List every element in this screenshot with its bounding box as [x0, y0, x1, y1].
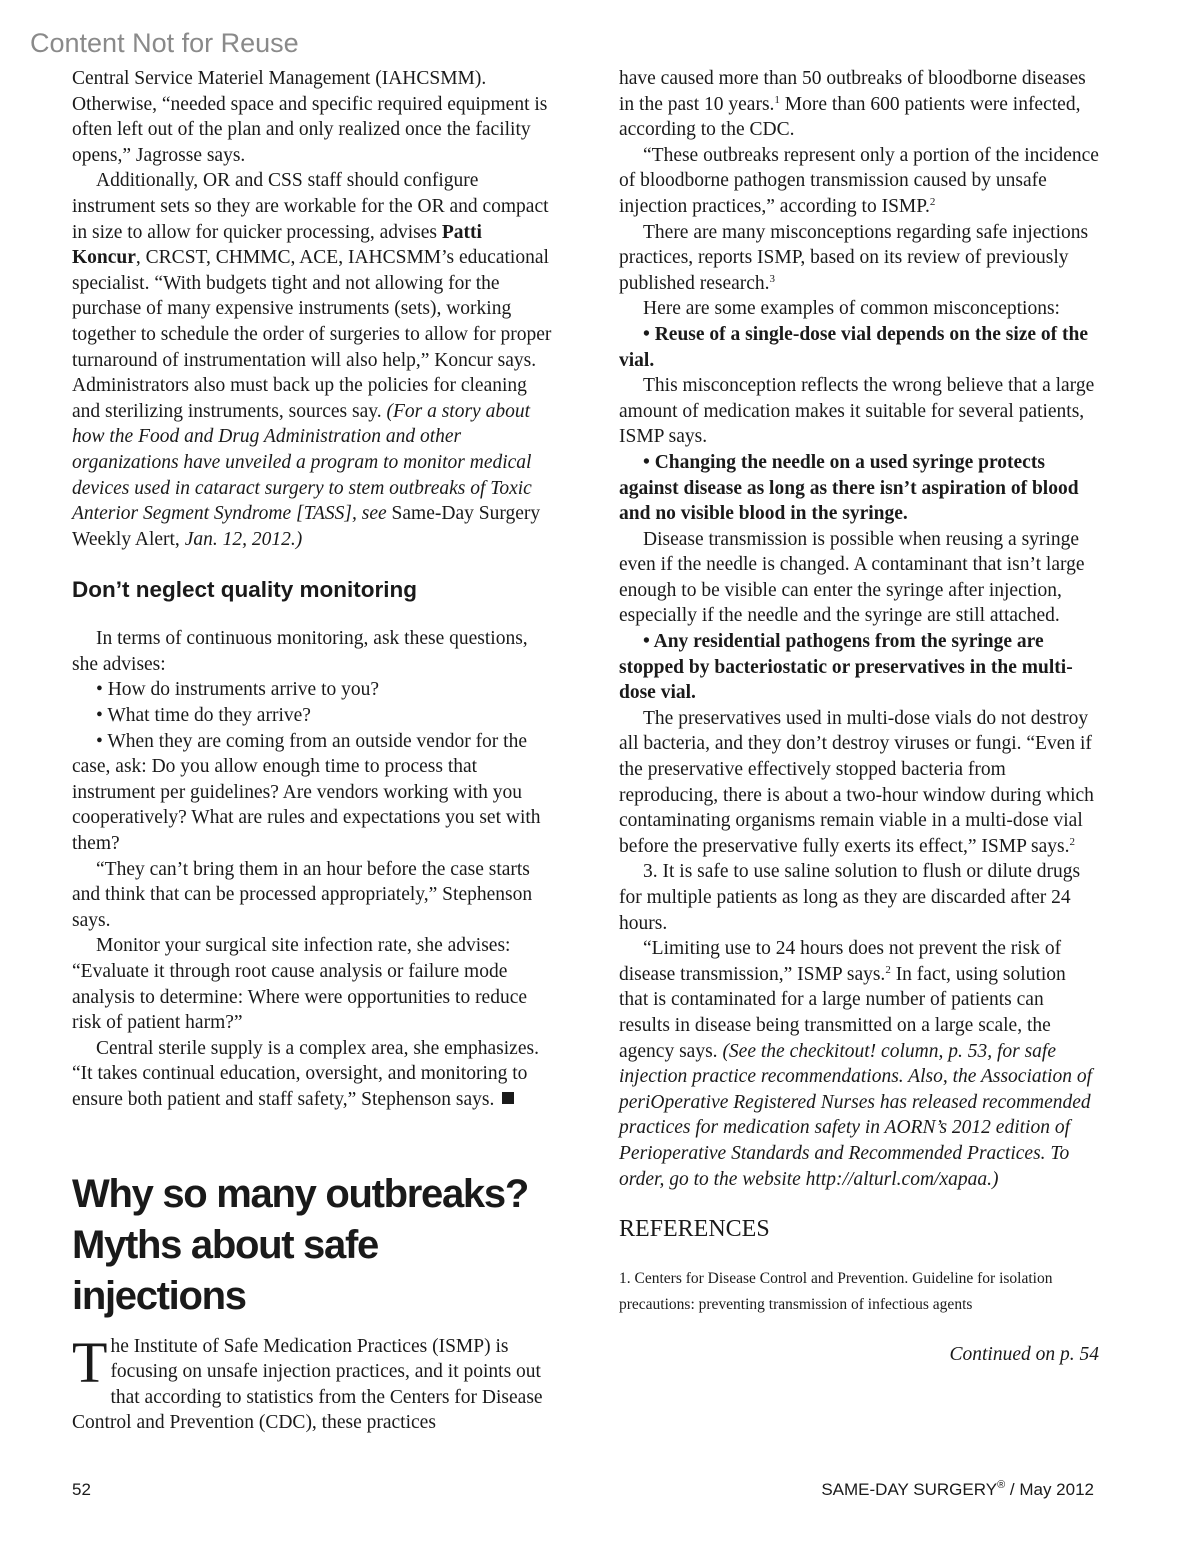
misconception-item: • Any residential pathogens from the syringe are stopped by bacteriostatic or preservatives in the multi-dose vial.: [619, 631, 1073, 704]
paragraph: [619, 936, 1099, 1192]
paragraph: [619, 66, 1099, 143]
section-subheading: Don’t neglect quality monitoring: [72, 577, 417, 603]
issue-date: / May 2012: [1005, 1480, 1094, 1499]
paragraph: Disease transmission is possible when reusing a syringe even if the needle is changed. A contaminant that isn’t large enough to be visible can enter the syringe after injection, especially if the needle and the syringe are still attached.: [619, 528, 1085, 627]
person-name: Patti Koncur: [72, 221, 482, 269]
text-run: “Limiting use to 24 hours does not prevent the risk of disease transmission,” ISMP says.: [619, 938, 1062, 985]
headline-line: Myths about safe injections: [72, 1222, 378, 1318]
headline-line: Why so many outbreaks?: [72, 1171, 528, 1216]
reference-item: 1. Centers for Disease Control and Prevention. Guideline for isolation precautions: preventing transmission of infectious agents: [619, 1270, 1053, 1314]
footnote-ref: 2: [885, 963, 891, 976]
publication-footer: [821, 1480, 1094, 1500]
italic-note: (For a story about how the Food and Drug Administration and other organizations have unveiled a program to monitor medical devices used in cataract surgery to stem outbreaks of Toxic Anterior Segment Syndrome [TASS], see: [72, 400, 532, 525]
page-number: 52: [72, 1480, 91, 1499]
article-headline: [72, 1169, 552, 1322]
paragraph: [72, 168, 552, 552]
paragraph: [72, 1036, 552, 1113]
misconception-item: • Changing the needle on a used syringe protects against disease as long as there isn’t aspiration of blood and no visible blood in the syringe.: [619, 451, 1079, 525]
watermark: Content Not for Reuse: [30, 28, 299, 58]
references-heading: REFERENCES: [619, 1216, 770, 1243]
text-run: Central sterile supply is a complex area, she emphasizes. “It takes continual education, oversight, and monitoring to ensure both patient and staff safety,” Stephenson says.: [72, 1037, 539, 1110]
italic-note: (See the checkitout! column, p. 53, for safe injection practice recommendations. Also, the Association of periOperative Registered Nurses has released recommended practices for medication safety in AORN’s 2012 edition of Perioperative Standards and Recommended Practices. To order, go to the website http://alturl.com/xapaa.): [619, 1040, 1092, 1190]
left-column: [72, 66, 552, 1436]
italic-note: Jan. 12, 2012.): [184, 528, 303, 550]
text-run: have caused more than 50 outbreaks of bloodborne diseases in the past 10 years.: [619, 68, 1086, 115]
footnote-ref: 2: [929, 195, 936, 208]
bullet-item: • When they are coming from an outside vendor for the case, ask: Do you allow enough time to process that instrument per guidelines? Are vendors working with you cooperatively? What are rules and expectations you set with them?: [72, 730, 541, 855]
paragraph: [72, 1329, 552, 1436]
text-run: Additionally, OR and CSS staff should configure instrument sets so they are workable for the OR and compact in size to allow for quicker processing, advises: [72, 170, 549, 243]
text-run: he Institute of Safe Medication Practices (ISMP) is focusing on unsafe injection practices, and it points out that according to statistics from the Centers for Disease Control and Prevention (CDC), these practices: [72, 1335, 543, 1434]
text-run: The preservatives used in multi-dose vials do not destroy all bacteria, and they don’t destroy viruses or fungi. “Even if the preservative effectively stopped bacteria from reproducing, there is about a two-hour window during which contaminating organisms remain viable in a multi-dose vial before the preservative fully exerts its effect,” ISMP says.: [619, 707, 1094, 857]
footnote-ref: 3: [769, 272, 776, 285]
paragraph: “They can’t bring them in an hour before the case starts and think that can be processed appropriately,” Stephenson says.: [72, 858, 533, 931]
text-run: , CRCST, CHMMC, ACE, IAHCSMM’s educational specialist. “With budgets tight and not allowing for the purchase of many expensive instruments (sets), working together to schedule the order of surgeries to allow for proper turnaround of instrumentation will also help,” Koncur says. Administrators also must back up the policies for cleaning and sterilizing instruments, sources say.: [72, 247, 552, 422]
footnote-ref: 2: [1069, 835, 1076, 848]
right-column: [619, 66, 1099, 1368]
paragraph: Central Service Materiel Management (IAHCSMM). Otherwise, “needed space and specific required equipment is often left out of the plan and only realized once the facility opens,” Jagrosse says.: [72, 68, 548, 166]
paragraph: [619, 220, 1099, 297]
text-run: More than 600 patients were infected, according to the CDC.: [619, 93, 1081, 141]
text-run: “These outbreaks represent only a portion of the incidence of bloodborne pathogen transmission caused by unsafe injection practices,” according to ISMP.: [619, 144, 1099, 217]
end-mark-icon: [502, 1092, 514, 1104]
publication-name: SAME-DAY SURGERY: [821, 1480, 998, 1499]
text-run: In fact, using solution that is contaminated for a large number of patients can results in disease being transmitted on a large scale, the agency says.: [619, 963, 1066, 1062]
paragraph: In terms of continuous monitoring, ask these questions, she advises:: [72, 628, 528, 675]
misconception-item: • Reuse of a single-dose vial depends on the size of the vial.: [619, 323, 1089, 371]
drop-cap: T: [72, 1329, 108, 1395]
paragraph: 3. It is safe to use saline solution to flush or dilute drugs for multiple patients as long as they are discarded after 24 hours.: [619, 861, 1081, 934]
footnote-ref: 1: [774, 93, 780, 106]
continued-note: Continued on p. 54: [949, 1344, 1099, 1366]
bullet-item: • How do instruments arrive to you?: [96, 679, 380, 701]
paragraph: This misconception reflects the wrong believe that a large amount of medication makes it suitable for several patients, ISMP says.: [619, 375, 1095, 448]
registered-mark: ®: [997, 1479, 1006, 1491]
paragraph: [619, 143, 1099, 220]
publication-name: Same-Day Surgery Weekly Alert,: [72, 503, 541, 550]
paragraph: [619, 706, 1099, 860]
text-run: There are many misconceptions regarding safe injections practices, reports ISMP, based on its review of previously published research.: [619, 221, 1089, 294]
paragraph: Here are some examples of common misconceptions:: [643, 298, 1060, 320]
bullet-item: • What time do they arrive?: [96, 705, 311, 727]
paragraph: Monitor your surgical site infection rate, she advises: “Evaluate it through root cause analysis or failure mode analysis to determine: Where were opportunities to reduce risk of patient harm?”: [72, 935, 528, 1034]
